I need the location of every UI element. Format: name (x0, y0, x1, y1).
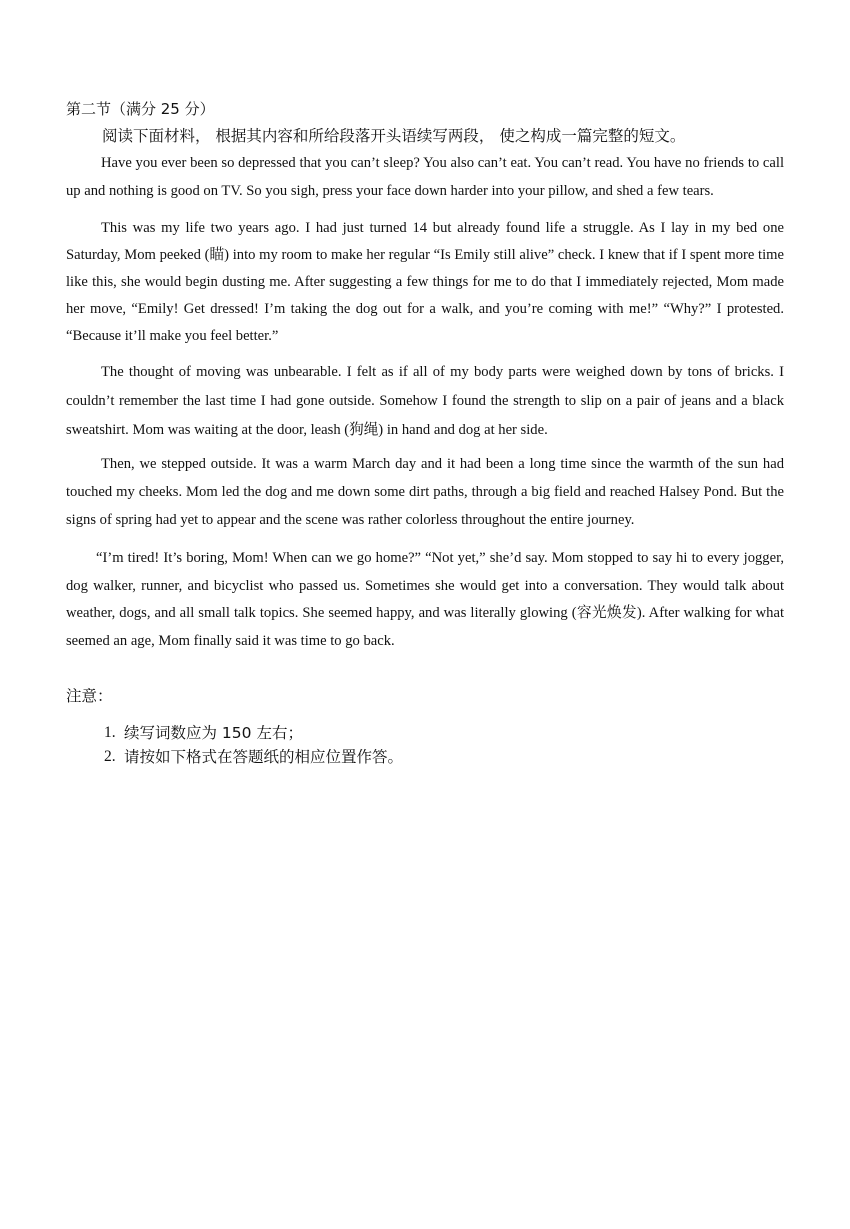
notes-list (66, 721, 784, 769)
note-text: 请按如下格式在答题纸的相应位置作答。 (124, 748, 404, 766)
passage-paragraph-1: Have you ever been so depressed that you can’t sleep? You also can’t eat. You can’t read. You have no friends to call up and nothing is good on TV. So you sigh, press your face down harder into your pillow, and shed a few tears. (66, 155, 784, 199)
passage-paragraph-5: “I’m tired! It’s boring, Mom! When can we go home?” “Not yet,” she’d say. Mom stopped to say hi to every jogger, dog walker, runner, and bicyclist who passed us. Sometimes she would get into a conversation. They would talk about weather, dogs, and all small talk topics. She seemed happy, and was literally glowing (容光焕发). After walking for what seemed an age, Mom finally said it was time to go back. (66, 550, 784, 649)
reading-passage (66, 150, 784, 655)
note-number: 2. (104, 748, 116, 765)
note-number: 1. (104, 724, 116, 741)
notes-title: 注意： (66, 687, 113, 705)
section-title: 第二节（满分 25 分） (66, 100, 215, 118)
section-instruction: 阅读下面材料， 根据其内容和所给段落开头语续写两段， 使之构成一篇完整的短文。 (102, 127, 686, 145)
note-text: 续写词数应为 150 左右； (124, 724, 303, 742)
passage-paragraph-4: Then, we stepped outside. It was a warm March day and it had been a long time since the warmth of the sun had touched my cheeks. Mom led the dog and me down some dirt paths, through a big field and reached Halsey Pond. But the signs of spring had yet to appear and the scene was rather colorless throughout the entire journey. (66, 456, 784, 528)
passage-paragraph-2: This was my life two years ago. I had just turned 14 but already found life a struggle. As I lay in my bed one Saturday, Mom peeked (瞄) into my room to make her regular “Is Emily still alive” check. I knew that if I spent more time like this, she would begin dusting me. After suggesting a few things for me to do that I immediately rejected, Mom made her move, “Emily! Get dressed! I’m taking the dog out for a walk, and you’re coming with me!” “Why?” I protested. “Because it’ll make you feel better.” (66, 220, 784, 344)
exam-page (66, 98, 784, 769)
note-item-2 (66, 745, 784, 769)
passage-paragraph-3: The thought of moving was unbearable. I felt as if all of my body parts were weighed down by tons of bricks. I couldn’t remember the last time I had gone outside. Somehow I found the strength to slip on a pair of jeans and a black sweatshirt. Mom was waiting at the door, leash (狗绳) in hand and dog at her side. (66, 364, 784, 438)
note-item-1 (66, 721, 784, 745)
